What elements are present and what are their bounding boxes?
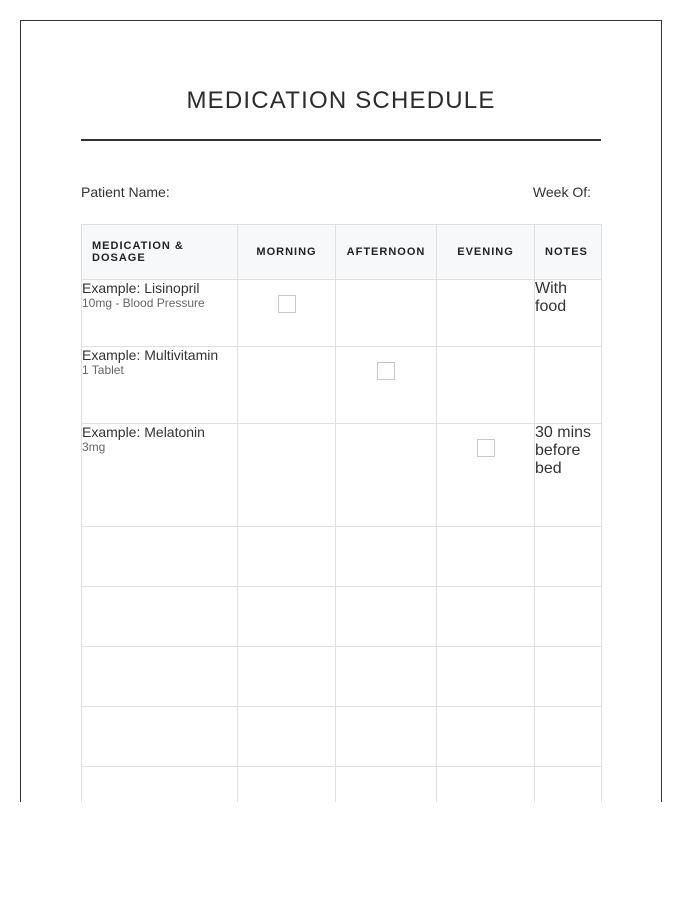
morning-cell[interactable] xyxy=(238,587,336,647)
medication-name: Example: Lisinopril xyxy=(82,280,200,296)
morning-checkbox[interactable] xyxy=(278,295,296,313)
column-header-medication: MEDICATION & DOSAGE xyxy=(82,225,238,280)
table-row xyxy=(82,280,602,347)
notes-cell xyxy=(535,347,602,424)
column-header-morning: MORNING xyxy=(238,225,336,280)
afternoon-cell[interactable] xyxy=(336,707,437,767)
evening-cell xyxy=(437,280,535,347)
afternoon-cell xyxy=(336,424,437,527)
afternoon-cell[interactable] xyxy=(336,767,437,803)
table-row xyxy=(82,347,602,424)
afternoon-cell xyxy=(336,280,437,347)
evening-cell[interactable] xyxy=(437,647,535,707)
morning-cell[interactable] xyxy=(238,707,336,767)
table-body xyxy=(82,280,602,803)
notes-cell[interactable] xyxy=(535,707,602,767)
medication-dosage: 1 Tablet xyxy=(82,363,124,377)
morning-cell xyxy=(238,347,336,424)
afternoon-cell[interactable] xyxy=(336,647,437,707)
evening-cell xyxy=(437,424,535,527)
morning-cell[interactable] xyxy=(238,767,336,803)
evening-cell[interactable] xyxy=(437,587,535,647)
notes-cell[interactable] xyxy=(535,647,602,707)
medication-dosage: 10mg - Blood Pressure xyxy=(82,296,205,310)
morning-cell xyxy=(238,280,336,347)
blank-table-row xyxy=(82,587,602,647)
medication-name: Example: Melatonin xyxy=(82,424,205,440)
notes-cell[interactable] xyxy=(535,767,602,803)
evening-cell[interactable] xyxy=(437,707,535,767)
morning-cell xyxy=(238,424,336,527)
evening-cell xyxy=(437,347,535,424)
medication-table xyxy=(81,224,602,802)
blank-table-row xyxy=(82,707,602,767)
notes-cell: With food xyxy=(535,280,602,347)
evening-cell[interactable] xyxy=(437,527,535,587)
afternoon-checkbox[interactable] xyxy=(377,362,395,380)
blank-table-row xyxy=(82,527,602,587)
medication-cell[interactable] xyxy=(82,527,238,587)
title-divider xyxy=(81,139,601,141)
page-title: MEDICATION SCHEDULE xyxy=(186,87,496,114)
notes-cell: 30 mins before bed xyxy=(535,424,602,527)
medication-cell xyxy=(82,280,238,347)
medication-schedule-page xyxy=(20,20,662,802)
afternoon-cell[interactable] xyxy=(336,527,437,587)
medication-cell xyxy=(82,424,238,527)
evening-cell[interactable] xyxy=(437,767,535,803)
column-header-notes: NOTES xyxy=(535,225,602,280)
notes-cell[interactable] xyxy=(535,527,602,587)
medication-dosage: 3mg xyxy=(82,440,106,454)
medication-cell[interactable] xyxy=(82,767,238,803)
evening-checkbox[interactable] xyxy=(477,439,495,457)
medication-cell[interactable] xyxy=(82,647,238,707)
week-of-label: Week Of: xyxy=(532,184,591,200)
medication-cell[interactable] xyxy=(82,707,238,767)
medication-name: Example: Multivitamin xyxy=(82,347,219,363)
column-header-evening: EVENING xyxy=(437,225,535,280)
morning-cell[interactable] xyxy=(238,647,336,707)
afternoon-cell[interactable] xyxy=(336,587,437,647)
medication-cell[interactable] xyxy=(82,587,238,647)
blank-table-row xyxy=(82,647,602,707)
table-header-row xyxy=(82,225,602,280)
notes-cell[interactable] xyxy=(535,587,602,647)
blank-table-row xyxy=(82,767,602,803)
table-row xyxy=(82,424,602,527)
morning-cell[interactable] xyxy=(238,527,336,587)
afternoon-cell xyxy=(336,347,437,424)
medication-cell xyxy=(82,347,238,424)
column-header-afternoon: AFTERNOON xyxy=(336,225,437,280)
patient-name-label: Patient Name: xyxy=(81,184,170,200)
